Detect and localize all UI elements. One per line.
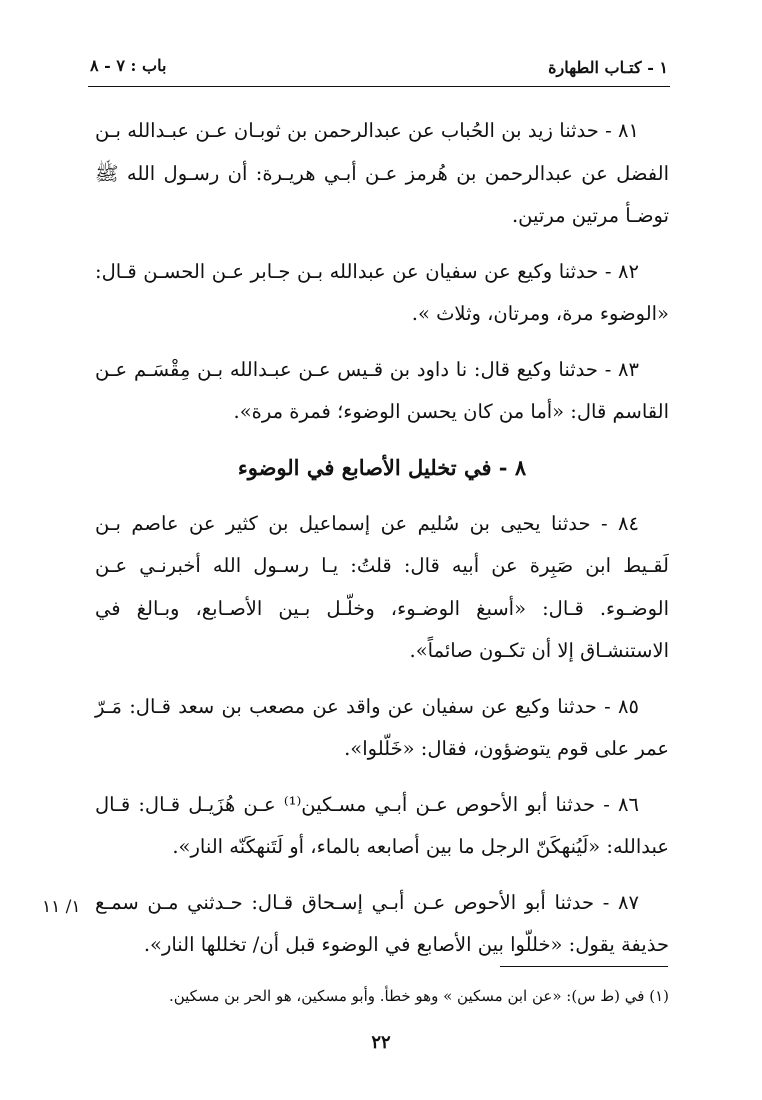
footnote: (١) في (ط س): «عن ابن مسكين » وهو خطأ. وأبو مسكين، هو الحر بن مسكين. <box>168 987 669 1005</box>
section-heading: ٨ - في تخليل الأصابع في الوضوء <box>237 454 527 480</box>
hadith-87: ٨٧ - حدثنا أبو الأحوص عـن أبـي إسـحاق قـال: حـدثني مـن سمـع حذيفة يقول: «خللّوا بين الأصابع في الوضوء قبل أن/ تخللها النار». <box>95 890 669 956</box>
hadith-85: ٨٥ - حدثنا وكيع عن سفيان عن واقد عن مصعب بن سعد قـال: مَـرّ عمر على قوم يتوضؤون، فقال: «خَلّلوا». <box>95 694 669 760</box>
margin-reference: ١/ ١١ <box>42 897 81 917</box>
page-number: ٢٢ <box>371 1032 391 1053</box>
main-text <box>95 110 669 980</box>
book-title: ١ - كتـاب الطهارة <box>548 58 668 77</box>
chapter-reference: باب : ٧ - ٨ <box>90 56 167 75</box>
hadith-83: ٨٣ - حدثنا وكيع قال: نا داود بن قـيس عـن عبـدالله بـن مِقْسَـم عـن القاسم قال: «أما من كان يحسن الوضوء؛ فمرة مرة». <box>95 357 669 423</box>
hadith-81: ٨١ - حدثنا زيد بن الحُباب عن عبدالرحمن بن ثوبـان عـن عبـدالله بـن الفضل عن عبدالرحمن بن هُرمز عـن أبـي هريـرة: أن رسـول الله ﷺ توضـأ مرتين مرتين. <box>95 119 669 227</box>
footnote-divider <box>500 966 668 967</box>
hadith-84: ٨٤ - حدثنا يحيى بن سُليم عن إسماعيل بن كثير عن عاصم بـن لَقـيط ابن صَبِرة عن أبيه قال: قلتُ: يـا رسـول الله أخبرنـي عـن الوضـوء. قـال: «أسبغ الوضـوء، وخلّـل بـين الأصـابع، وبـالغ في الاستنشـاق إلا أن تكـون صائماً». <box>95 511 669 662</box>
running-header <box>90 50 668 80</box>
hadith-82: ٨٢ - حدثنا وكيع عن سفيان عن عبدالله بـن جـابر عـن الحسـن قـال: «الوضوء مرة، ومرتان، وثلاث ». <box>95 259 669 325</box>
hadith-86: ٨٦ - حدثنا أبو الأحوص عـن أبـي مسـكين⁽¹⁾ عـن هُزَيـل قـال: قـال عبدالله: «لَيُنهكَنّ الرجل ما بين أصابعه بالماء، أو لَتَنهكَنّه النار». <box>95 792 669 858</box>
header-divider <box>88 86 670 87</box>
